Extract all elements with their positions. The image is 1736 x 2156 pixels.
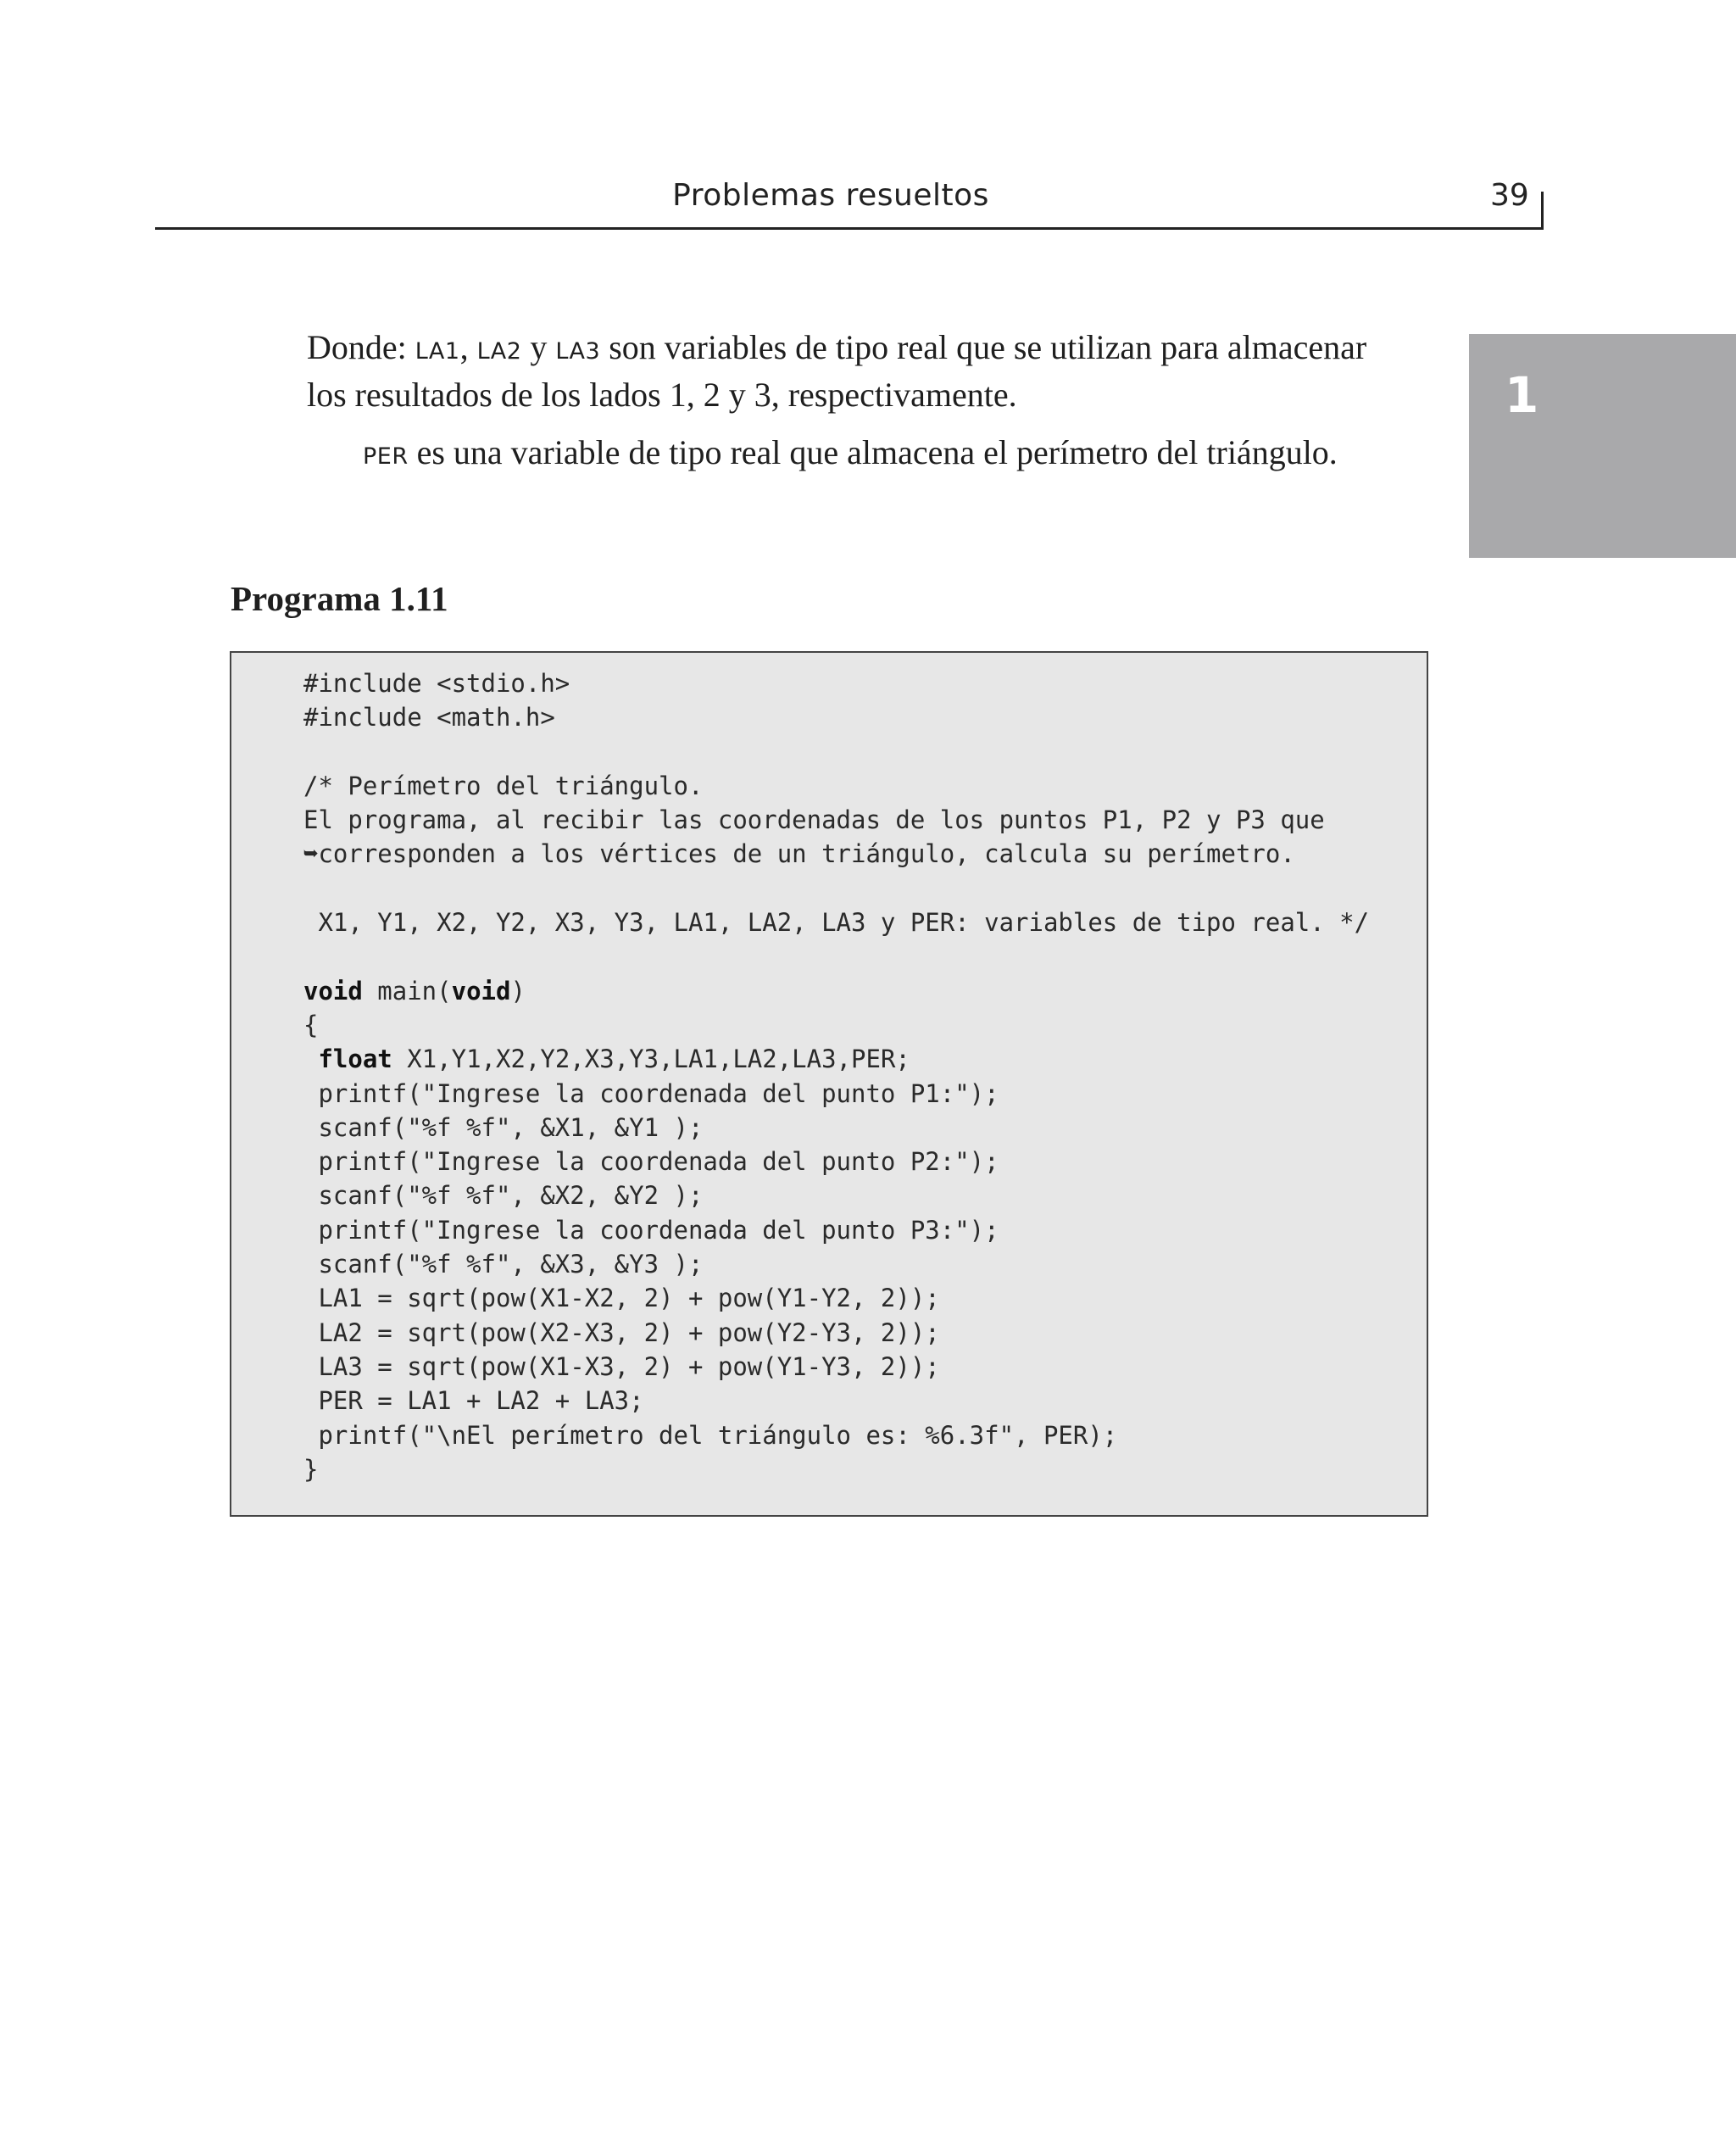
- paragraph-text: son variables de tipo real que se utilizan para almacenar: [600, 328, 1367, 366]
- code-line: [303, 872, 1369, 905]
- program-title: Programa 1.11: [231, 579, 448, 618]
- code-line: scanf("%f %f", &X1, &Y1 );: [303, 1112, 704, 1142]
- code-line: printf("Ingrese la coordenada del punto P2:");: [303, 1147, 999, 1177]
- separator: y: [521, 328, 556, 366]
- code-keyword: void: [451, 976, 511, 1006]
- code-listing: [303, 666, 1369, 1486]
- variable-name-la3: LA3: [555, 338, 601, 365]
- code-line: LA1 = sqrt(pow(X1-X2, 2) + pow(Y1-Y2, 2));: [303, 1284, 940, 1313]
- code-line: }: [303, 1454, 319, 1484]
- chapter-number: 1: [1505, 366, 1539, 424]
- code-line: {: [303, 1010, 319, 1039]
- code-line: scanf("%f %f", &X3, &Y3 );: [303, 1250, 704, 1279]
- code-line: X1, Y1, X2, Y2, X3, Y3, LA1, LA2, LA3 y PER: variables de tipo real. */: [303, 908, 1370, 938]
- code-line: float X1,Y1,X2,Y2,X3,Y3,LA1,LA2,LA3,PER;: [318, 1045, 910, 1074]
- code-line: PER = LA1 + LA2 + LA3;: [303, 1386, 644, 1416]
- code-line: void main(void): [303, 976, 526, 1006]
- code-line: /* Perímetro del triángulo.: [303, 771, 704, 800]
- code-line: [303, 735, 1369, 769]
- code-line: #include <math.h>: [303, 703, 555, 733]
- header-rule-tick: [1541, 192, 1544, 230]
- header-rule: [155, 227, 1544, 230]
- variable-name-la1: LA1: [415, 338, 460, 365]
- variable-name-per: PER: [363, 443, 409, 470]
- paragraph-text: es una variable de tipo real que almacena el perímetro del triángulo.: [408, 433, 1338, 471]
- variables-description-paragraph: [307, 326, 1460, 416]
- code-keyword: void: [303, 976, 363, 1006]
- per-description-paragraph: [363, 431, 1465, 478]
- code-line: printf("Ingrese la coordenada del punto P3:");: [303, 1215, 999, 1245]
- running-header-title: Problemas resueltos: [672, 178, 989, 213]
- code-line: #include <stdio.h>: [303, 669, 570, 698]
- code-line: El programa, al recibir las coordenadas de los puntos P1, P2 y P3 que: [303, 805, 1325, 835]
- code-line: ➥corresponden a los vértices de un triángulo, calcula su perímetro.: [303, 839, 1295, 869]
- code-line: printf("Ingrese la coordenada del punto P1:");: [303, 1078, 999, 1108]
- code-line: [303, 939, 1369, 973]
- code-line: LA2 = sqrt(pow(X2-X3, 2) + pow(Y2-Y3, 2));: [303, 1318, 940, 1347]
- separator: ,: [459, 328, 477, 366]
- paragraph-lead: Donde:: [307, 328, 415, 366]
- code-keyword: float: [318, 1045, 392, 1074]
- page-number: 39: [1490, 178, 1529, 213]
- code-line: printf("\nEl perímetro del triángulo es: %6.3f", PER);: [303, 1420, 1118, 1450]
- paragraph-text: los resultados de los lados 1, 2 y 3, respectivamente.: [307, 376, 1017, 414]
- code-line: LA3 = sqrt(pow(X1-X3, 2) + pow(Y1-Y3, 2));: [303, 1351, 940, 1381]
- variable-name-la2: LA2: [476, 338, 522, 365]
- code-line: scanf("%f %f", &X2, &Y2 );: [303, 1181, 704, 1211]
